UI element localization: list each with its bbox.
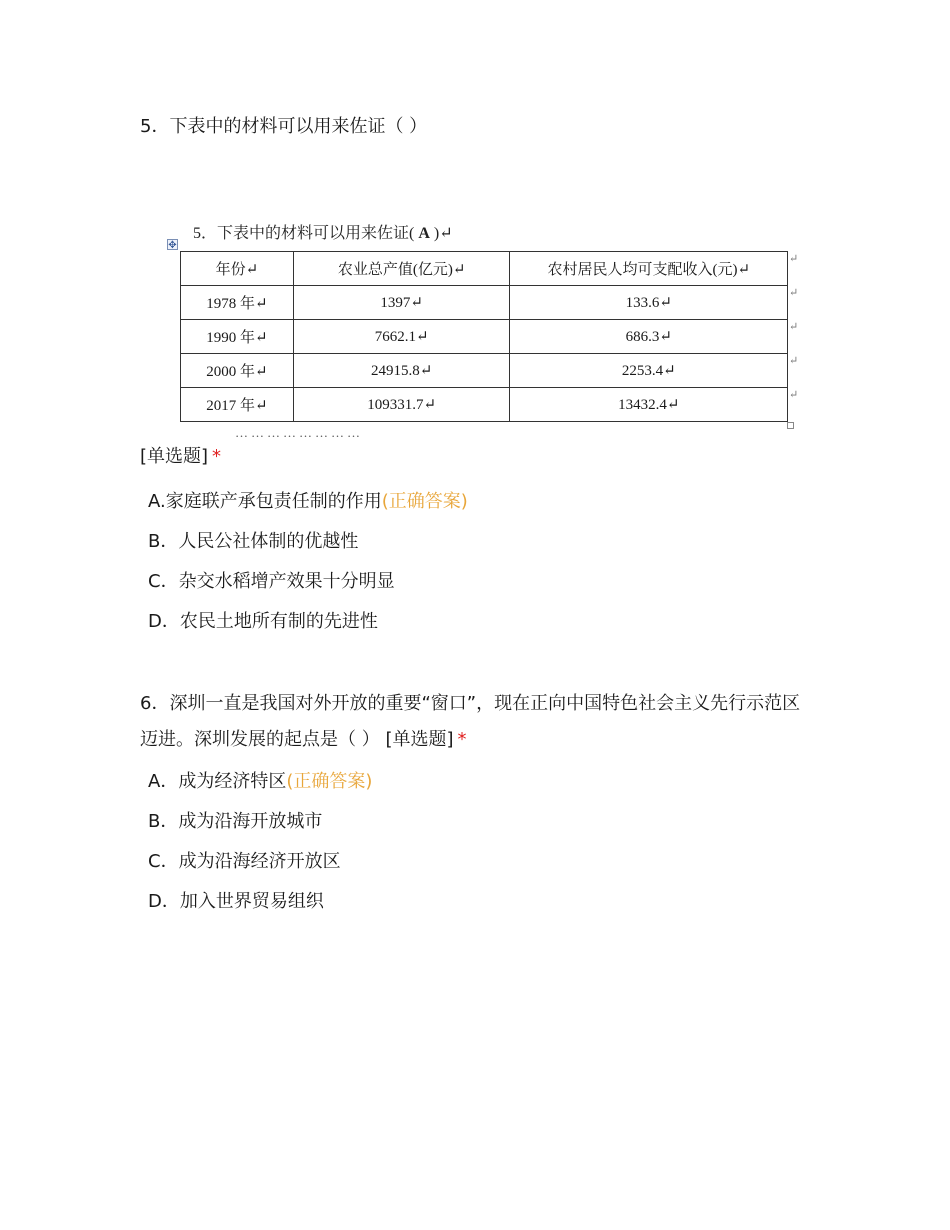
required-asterisk: * bbox=[212, 446, 222, 467]
row-end-mark: ↵ bbox=[789, 389, 799, 401]
correct-answer-tag: (正确答案) bbox=[286, 771, 373, 792]
option-text: A．成为经济特区 bbox=[148, 771, 287, 792]
row-end-mark: ↵ bbox=[789, 321, 799, 333]
data-table bbox=[180, 251, 788, 422]
cell-rural-income: 133.6↵ bbox=[510, 286, 788, 320]
table-row bbox=[181, 354, 788, 388]
option-text: D．农民土地所有制的先进性 bbox=[148, 611, 378, 632]
table-image-cropped-footer: …………………… bbox=[235, 425, 363, 440]
option-text: B．人民公社体制的优越性 bbox=[148, 531, 359, 552]
question-type-label: [单选题] bbox=[385, 729, 454, 750]
table-header-row bbox=[181, 252, 788, 286]
cell-year: 2000 年↵ bbox=[181, 354, 294, 388]
row-end-mark: ↵ bbox=[789, 355, 799, 367]
cell-year: 2017 年↵ bbox=[181, 388, 294, 422]
option-text: D．加入世界贸易组织 bbox=[148, 891, 324, 912]
q5-option-d[interactable] bbox=[148, 610, 378, 634]
question-6-title bbox=[140, 686, 805, 758]
cropped-heading-suffix: )↵ bbox=[433, 225, 453, 242]
q6-option-a[interactable] bbox=[148, 770, 372, 794]
question-type-label: [单选题] bbox=[140, 446, 209, 467]
cell-agri-output: 1397↵ bbox=[293, 286, 510, 320]
option-text: C．杂交水稻增产效果十分明显 bbox=[148, 571, 395, 592]
cell-rural-income: 686.3↵ bbox=[510, 320, 788, 354]
cell-year: 1978 年↵ bbox=[181, 286, 294, 320]
cell-agri-output: 24915.8↵ bbox=[293, 354, 510, 388]
q6-option-b[interactable] bbox=[148, 810, 322, 834]
table-resize-handle-icon bbox=[787, 422, 794, 429]
row-end-mark: ↵ bbox=[789, 287, 799, 299]
row-end-marks bbox=[789, 252, 799, 422]
cell-year: 1990 年↵ bbox=[181, 320, 294, 354]
question-6-text: 6．深圳一直是我国对外开放的重要“窗口”，现在正向中国特色社会主义先行示范区迈进。深圳发展的起点是（ ） bbox=[140, 693, 801, 750]
header-rural-income: 农村居民人均可支配收入(元)↵ bbox=[510, 252, 788, 286]
q6-option-d[interactable] bbox=[148, 890, 324, 914]
q5-option-c[interactable] bbox=[148, 570, 395, 594]
cell-agri-output: 109331.7↵ bbox=[293, 388, 510, 422]
table-row bbox=[181, 286, 788, 320]
table-row bbox=[181, 320, 788, 354]
cell-rural-income: 13432.4↵ bbox=[510, 388, 788, 422]
header-year: 年份↵ bbox=[181, 252, 294, 286]
header-agri-output: 农业总产值(亿元)↵ bbox=[293, 252, 510, 286]
question-5-title: 5．下表中的材料可以用来佐证（ ） bbox=[140, 116, 428, 137]
q5-option-b[interactable] bbox=[148, 530, 358, 554]
correct-answer-tag: (正确答案) bbox=[381, 491, 468, 512]
cropped-heading-prefix: 5．下表中的材料可以用来佐证( bbox=[193, 225, 415, 242]
table-move-handle-icon: ✥ bbox=[168, 240, 177, 251]
required-asterisk: * bbox=[457, 729, 467, 750]
option-text: B．成为沿海开放城市 bbox=[148, 811, 323, 832]
table-row bbox=[181, 388, 788, 422]
cropped-heading-answer: A bbox=[418, 225, 430, 242]
question-5-type bbox=[140, 445, 221, 469]
q5-option-a[interactable] bbox=[148, 490, 468, 514]
option-text: C．成为沿海经济开放区 bbox=[148, 851, 341, 872]
q6-option-c[interactable] bbox=[148, 850, 341, 874]
option-text: A.家庭联产承包责任制的作用 bbox=[148, 491, 382, 512]
question-5-table-image bbox=[165, 225, 800, 440]
cell-agri-output: 7662.1↵ bbox=[293, 320, 510, 354]
cell-rural-income: 2253.4↵ bbox=[510, 354, 788, 388]
row-end-mark: ↵ bbox=[789, 253, 799, 265]
table-image-cropped-heading bbox=[193, 220, 453, 243]
